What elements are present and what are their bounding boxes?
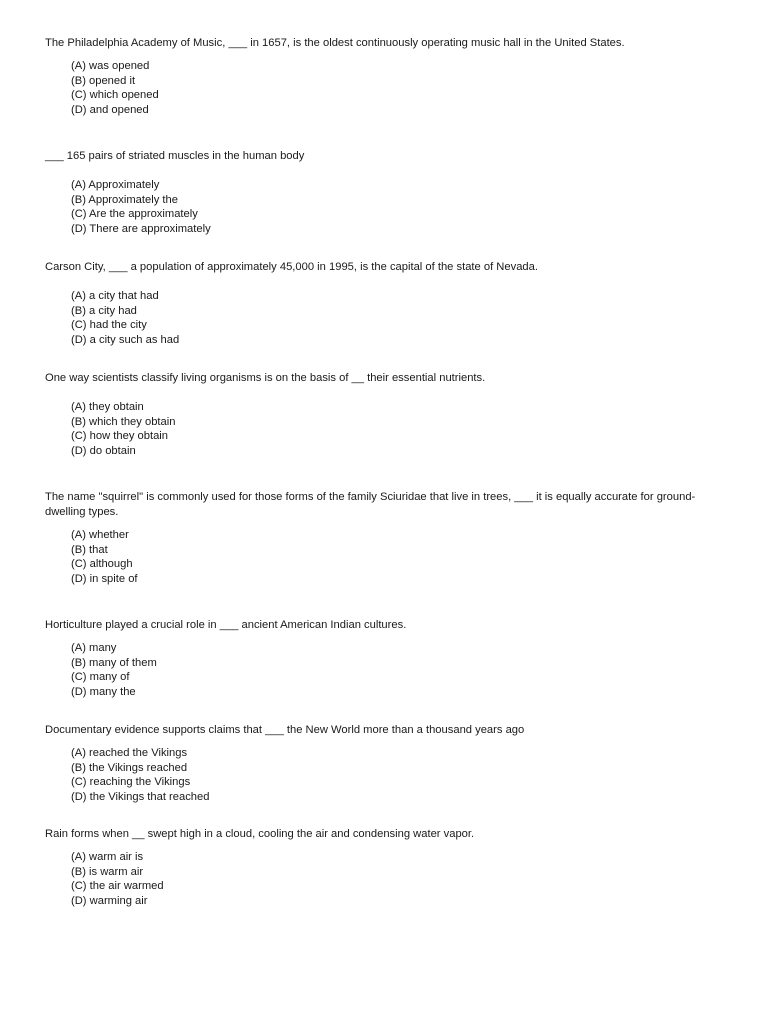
option-list xyxy=(71,850,761,909)
option-b: (B) a city had xyxy=(71,304,137,317)
question-stem: The Philadelphia Academy of Music, ___ in 1657, is the oldest continuously operating music hall in the United States. xyxy=(45,37,625,49)
option-list xyxy=(71,178,761,237)
option-c: (C) the air warmed xyxy=(71,880,164,893)
option-b: (B) Approximately the xyxy=(71,193,178,206)
option-c: (C) many of xyxy=(71,671,130,684)
option-d: (D) warming air xyxy=(71,895,148,908)
option-d: (D) do obtain xyxy=(71,445,136,458)
option-c: (C) which opened xyxy=(71,89,159,102)
question-stem: Carson City, ___ a population of approximately 45,000 in 1995, is the capital of the state of Nevada. xyxy=(45,261,538,273)
option-d: (D) many the xyxy=(71,686,136,699)
option-b: (B) opened it xyxy=(71,74,136,87)
option-d: (D) in spite of xyxy=(71,573,138,586)
option-b: (B) which they obtain xyxy=(71,415,176,428)
question-5 xyxy=(45,490,735,587)
option-d: (D) There are approximately xyxy=(71,223,211,236)
option-c: (C) reaching the Vikings xyxy=(71,776,191,789)
option-b: (B) the Vikings reached xyxy=(71,761,188,774)
option-a: (A) they obtain xyxy=(71,401,144,413)
option-list xyxy=(71,400,761,459)
option-a: (A) warm air is xyxy=(71,851,144,863)
option-c: (C) although xyxy=(71,558,133,571)
option-a: (A) many xyxy=(71,642,117,654)
question-stem: The name "squirrel" is commonly used for those forms of the family Sciuridae that live in trees, ___ it is equally accurate for ground-dwelling types. xyxy=(45,491,696,518)
question-stem: ___ 165 pairs of striated muscles in the human body xyxy=(45,150,305,162)
option-d: (D) a city such as had xyxy=(71,334,180,347)
question-4 xyxy=(45,371,735,459)
option-d: (D) and opened xyxy=(71,104,149,117)
question-stem: One way scientists classify living organisms is on the basis of __ their essential nutrients. xyxy=(45,372,486,384)
option-c: (C) Are the approximately xyxy=(71,208,198,221)
option-c: (C) had the city xyxy=(71,319,147,332)
question-6 xyxy=(45,618,735,700)
question-3 xyxy=(45,260,735,348)
question-stem: Horticulture played a crucial role in ___ ancient American Indian cultures. xyxy=(45,619,407,631)
option-a: (A) reached the Vikings xyxy=(71,747,188,759)
option-c: (C) how they obtain xyxy=(71,430,169,443)
question-7 xyxy=(45,723,735,805)
option-a: (A) whether xyxy=(71,529,129,541)
option-a: (A) was opened xyxy=(71,60,150,72)
question-1 xyxy=(45,36,735,118)
option-list xyxy=(71,528,761,587)
option-list xyxy=(71,641,761,700)
question-8 xyxy=(45,827,735,909)
option-d: (D) the Vikings that reached xyxy=(71,791,210,804)
option-a: (A) a city that had xyxy=(71,290,159,302)
question-stem: Rain forms when __ swept high in a cloud, cooling the air and condensing water vapor. xyxy=(45,828,475,840)
option-a: (A) Approximately xyxy=(71,179,160,191)
question-2 xyxy=(45,149,735,237)
option-b: (B) is warm air xyxy=(71,865,144,878)
question-stem: Documentary evidence supports claims that ___ the New World more than a thousand years ago xyxy=(45,724,525,736)
option-list xyxy=(71,746,761,805)
option-b: (B) that xyxy=(71,543,108,556)
option-list xyxy=(71,59,761,118)
option-b: (B) many of them xyxy=(71,656,157,669)
option-list xyxy=(71,289,761,348)
